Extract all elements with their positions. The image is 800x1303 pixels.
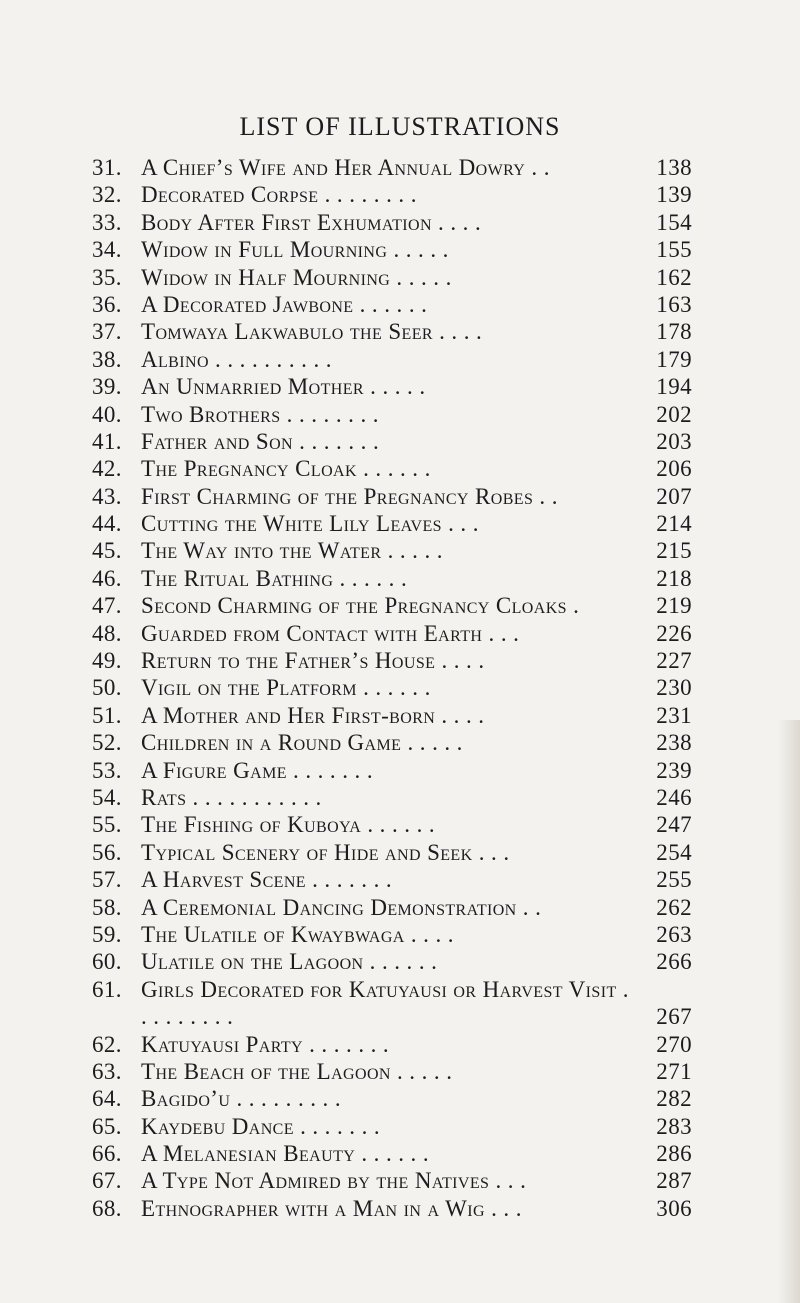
entry-page-number: 262 (656, 894, 692, 920)
entry-number: 40. (92, 401, 122, 427)
entry-page-number: 231 (656, 702, 692, 728)
illustration-entry (92, 264, 692, 291)
entry-title: An Unmarried Mother . . . . . (141, 374, 426, 400)
entry-title: Body After First Exhumation . . . . (141, 209, 482, 235)
illustration-entry (92, 647, 692, 674)
illustration-entry (92, 811, 692, 838)
entry-number: 68. (92, 1195, 122, 1221)
entry-title: Albino . . . . . . . . . . (141, 346, 332, 372)
entry-title: The Ulatile of Kwaybwaga . . . . (141, 921, 454, 947)
entry-number: 53. (92, 757, 122, 783)
entry-page-number: 271 (656, 1058, 692, 1084)
illustration-entry (92, 537, 692, 564)
entry-number: 38. (92, 346, 122, 372)
entry-page-number: 194 (656, 374, 692, 400)
entry-number: 54. (92, 784, 122, 810)
entry-number: 65. (92, 1113, 122, 1139)
entry-title: The Ritual Bathing . . . . . . (141, 565, 408, 591)
entry-page-number: 270 (656, 1031, 692, 1057)
entry-title: Katuyausi Party . . . . . . . (141, 1031, 390, 1057)
entry-number: 39. (92, 374, 122, 400)
entry-number: 59. (92, 921, 122, 947)
entry-page-number: 267 (656, 1004, 692, 1030)
entry-number: 31. (92, 155, 122, 180)
entry-page-number: 139 (656, 182, 692, 208)
page-edge-shadow (778, 720, 800, 1303)
entry-title: Return to the Father’s House . . . . (141, 648, 485, 674)
entry-title: Ulatile on the Lagoon . . . . . . (141, 949, 438, 975)
entry-number: 41. (92, 428, 122, 454)
illustration-entry (92, 318, 692, 345)
entry-number: 67. (92, 1168, 122, 1194)
entry-page-number: 238 (656, 730, 692, 756)
illustration-entry (92, 428, 692, 455)
entry-number: 63. (92, 1058, 122, 1084)
illustration-entry (92, 784, 692, 811)
illustration-entry (92, 702, 692, 729)
entry-title: The Fishing of Kuboya . . . . . . (141, 812, 436, 838)
entry-page-number: 230 (656, 675, 692, 701)
illustration-entry (92, 592, 692, 619)
entry-page-number: 218 (656, 565, 692, 591)
illustration-entry (92, 154, 692, 181)
entry-title: Widow in Half Mourning . . . . . (141, 264, 452, 290)
entry-number: 36. (92, 291, 122, 317)
entry-number: 56. (92, 839, 122, 865)
entry-number: 57. (92, 867, 122, 893)
entry-number: 58. (92, 894, 122, 920)
illustration-entry (92, 866, 692, 893)
entry-title: A Chief’s Wife and Her Annual Dowry . . (141, 155, 550, 180)
illustration-entry (92, 620, 692, 647)
entry-number: 37. (92, 319, 122, 345)
entry-title: Rats . . . . . . . . . . . (141, 784, 322, 810)
entry-number: 51. (92, 702, 122, 728)
illustration-entry (92, 455, 692, 482)
entry-page-number: 138 (656, 155, 692, 180)
entry-number: 62. (92, 1031, 122, 1057)
illustration-entry (92, 510, 692, 537)
entry-page-number: 247 (656, 812, 692, 838)
entry-page-number: 179 (656, 346, 692, 372)
entry-number: 35. (92, 264, 122, 290)
entry-page-number: 206 (656, 456, 692, 482)
entry-number: 47. (92, 593, 122, 619)
entry-number: 60. (92, 949, 122, 975)
illustration-entry (92, 483, 692, 510)
entry-page-number: 227 (656, 648, 692, 674)
entry-number: 66. (92, 1141, 122, 1167)
illustration-entry (92, 209, 692, 236)
illustration-entry (92, 346, 692, 373)
entry-title: The Beach of the Lagoon . . . . . (141, 1058, 453, 1084)
entry-title: Widow in Full Mourning . . . . . (141, 237, 449, 263)
entry-number: 43. (92, 483, 122, 509)
illustration-entry (92, 565, 692, 592)
entry-page-number: 203 (656, 428, 692, 454)
entry-page-number: 163 (656, 291, 692, 317)
entry-number: 45. (92, 538, 122, 564)
entry-title: Girls Decorated for Katuyausi or Harvest Visit . . . . . . . . . (141, 976, 629, 1030)
entry-title: Typical Scenery of Hide and Seek . . . (141, 839, 510, 865)
illustrations-list (92, 154, 692, 1222)
page-heading: LIST OF ILLUSTRATIONS (239, 112, 561, 141)
illustration-entry (92, 1195, 692, 1222)
illustration-entry (92, 1031, 692, 1058)
illustration-entry (92, 1140, 692, 1167)
entry-title: First Charming of the Pregnancy Robes . . (141, 483, 558, 509)
entry-page-number: 282 (656, 1086, 692, 1112)
illustration-entry (92, 181, 692, 208)
entry-title: A Figure Game . . . . . . . (141, 757, 373, 783)
illustration-entry (92, 976, 692, 1031)
entry-page-number: 226 (656, 620, 692, 646)
illustration-entry (92, 921, 692, 948)
entry-title: A Melanesian Beauty . . . . . . (141, 1141, 430, 1167)
entry-title: A Harvest Scene . . . . . . . (141, 867, 393, 893)
entry-title: Guarded from Contact with Earth . . . (141, 620, 520, 646)
entry-number: 49. (92, 648, 122, 674)
entry-title: Father and Son . . . . . . . (141, 428, 380, 454)
entry-title: A Type Not Admired by the Natives . . . (141, 1168, 527, 1194)
illustration-entry (92, 373, 692, 400)
entry-page-number: 202 (656, 401, 692, 427)
illustration-entry (92, 236, 692, 263)
entry-title: Second Charming of the Pregnancy Cloaks . (141, 593, 580, 619)
entry-title: The Pregnancy Cloak . . . . . . (141, 456, 431, 482)
entry-title: Decorated Corpse . . . . . . . . (141, 182, 417, 208)
entry-number: 48. (92, 620, 122, 646)
entry-page-number: 154 (656, 209, 692, 235)
entry-page-number: 246 (656, 784, 692, 810)
entry-page-number: 254 (656, 839, 692, 865)
illustration-entry (92, 1085, 692, 1112)
illustration-entry (92, 1167, 692, 1194)
entry-number: 52. (92, 730, 122, 756)
entry-page-number: 155 (656, 237, 692, 263)
illustration-entry (92, 1113, 692, 1140)
entry-title: Cutting the White Lily Leaves . . . (141, 511, 479, 537)
entry-page-number: 162 (656, 264, 692, 290)
entry-title: Kaydebu Dance . . . . . . . (141, 1113, 381, 1139)
entry-page-number: 283 (656, 1113, 692, 1139)
entry-number: 42. (92, 456, 122, 482)
entry-page-number: 255 (656, 867, 692, 893)
entry-number: 34. (92, 237, 122, 263)
illustration-entry (92, 401, 692, 428)
entry-title: Children in a Round Game . . . . . (141, 730, 463, 756)
entry-page-number: 207 (656, 483, 692, 509)
entry-page-number: 286 (656, 1141, 692, 1167)
entry-number: 61. (92, 976, 122, 1002)
entry-title: Ethnographer with a Man in a Wig . . . (141, 1195, 522, 1221)
entry-number: 44. (92, 511, 122, 537)
entry-title: A Decorated Jawbone . . . . . . (141, 291, 428, 317)
illustration-entry (92, 291, 692, 318)
entry-page-number: 178 (656, 319, 692, 345)
entry-page-number: 239 (656, 757, 692, 783)
entry-title: Bagido’u . . . . . . . . . (141, 1086, 342, 1112)
entry-number: 46. (92, 565, 122, 591)
entry-number: 50. (92, 675, 122, 701)
entry-page-number: 214 (656, 511, 692, 537)
illustration-entry (92, 757, 692, 784)
entry-page-number: 219 (656, 593, 692, 619)
entry-number: 64. (92, 1086, 122, 1112)
entry-number: 32. (92, 182, 122, 208)
illustration-entry (92, 729, 692, 756)
entry-page-number: 287 (656, 1168, 692, 1194)
entry-page-number: 215 (656, 538, 692, 564)
entry-page-number: 266 (656, 949, 692, 975)
illustration-entry (92, 839, 692, 866)
illustration-entry (92, 948, 692, 975)
entry-title: A Mother and Her First-born . . . . (141, 702, 485, 728)
entry-title: A Ceremonial Dancing Demonstration . . (141, 894, 542, 920)
entry-page-number: 306 (656, 1195, 692, 1221)
entry-title: The Way into the Water . . . . . (141, 538, 443, 564)
entry-title: Tomwaya Lakwabulo the Seer . . . . (141, 319, 483, 345)
entry-page-number: 263 (656, 921, 692, 947)
entry-title: Vigil on the Platform . . . . . . (141, 675, 431, 701)
illustration-entry (92, 674, 692, 701)
entry-title: Two Brothers . . . . . . . . (141, 401, 379, 427)
entry-number: 55. (92, 812, 122, 838)
illustration-entry (92, 1058, 692, 1085)
illustration-entry (92, 894, 692, 921)
entry-number: 33. (92, 209, 122, 235)
